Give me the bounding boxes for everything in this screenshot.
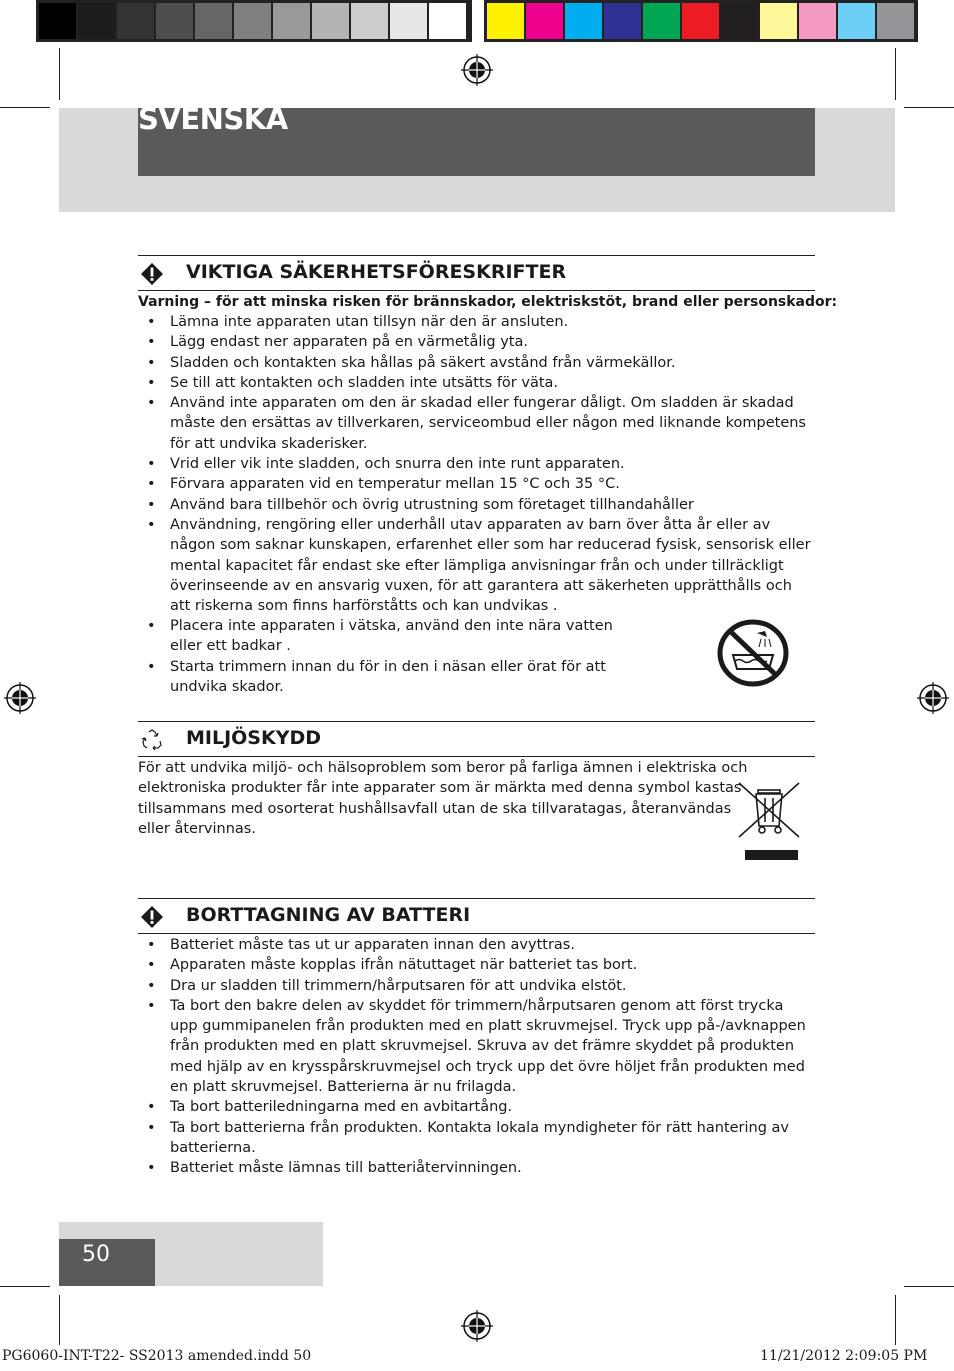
registration-mark-icon bbox=[461, 1310, 493, 1342]
list-item: • Se till att kontakten och sladden inte utsätts för väta. bbox=[138, 373, 814, 393]
list-item: • Sladden och kontakten ska hållas på säkert avstånd från värmekällor. bbox=[138, 353, 814, 373]
list-item: • Lägg endast ner apparaten på en värmetålig yta. bbox=[138, 332, 814, 352]
list-item: • Vrid eller vik inte sladden, och snurra den inte runt apparaten. bbox=[138, 454, 814, 474]
list-item: • Ta bort den bakre delen av skyddet för trimmern/hårputsaren genom att först trycka upp gummipanelen från produkten med en platt skruvmejsel. Tryck upp på-/avknappen från produkten med en platt skruvmejsel. Skruva av det främre skyddet på produkten med hjälp av en krysspårskruvmejsel och tryck upp det övre höljet från produkten med en platt skruvmejsel. Batterierna är nu frilagda. bbox=[138, 996, 814, 1097]
color-swatch bbox=[877, 3, 914, 39]
crop-mark bbox=[59, 48, 60, 100]
list-item: • Användning, rengöring eller underhåll utav apparaten av barn över åtta år eller av någon som saknar kunskapen, erfarenhet eller som har reducerad fysisk, sensorisk eller mental kapacitet får endast ske efter lämpliga anvisningar från och under tillräckligt överinseende av en ansvarig vuxen, för att garantera att säkerheten upprätthålls och att riskerna som finns harförståtts och kan undvikas . bbox=[138, 515, 814, 616]
crop-mark bbox=[904, 1286, 954, 1287]
color-swatch bbox=[760, 3, 797, 39]
warning-icon bbox=[140, 905, 164, 929]
list-item: • Batteriet måste tas ut ur apparaten innan den avyttras. bbox=[138, 935, 814, 955]
warning-icon bbox=[140, 262, 164, 286]
slug-timestamp: 11/21/2012 2:09:05 PM bbox=[760, 1348, 928, 1364]
safety-title: VIKTIGA SÄKERHETSFÖRESKRIFTER bbox=[186, 261, 567, 283]
color-swatch bbox=[78, 3, 115, 39]
list-item: • Dra ur sladden till trimmern/hårputsaren för att undvika elstöt. bbox=[138, 976, 814, 996]
safety-warning: Varning – för att minska risken för brännskador, elektriskstöt, brand eller personskador: bbox=[138, 294, 838, 310]
color-swatch bbox=[156, 3, 193, 39]
list-item: • Förvara apparaten vid en temperatur mellan 15 °C och 35 °C. bbox=[138, 474, 814, 494]
color-swatch bbox=[838, 3, 875, 39]
color-swatch bbox=[604, 3, 641, 39]
registration-mark-icon bbox=[917, 682, 949, 714]
safety-list-short bbox=[138, 616, 638, 697]
list-item: • Använd bara tillbehör och övrig utrustning som företaget tillhandahåller bbox=[138, 495, 814, 515]
environment-heading bbox=[138, 721, 815, 757]
environment-title: MILJÖSKYDD bbox=[186, 727, 322, 749]
page-number: 50 bbox=[82, 1242, 110, 1267]
color-swatch bbox=[799, 3, 836, 39]
color-swatch bbox=[643, 3, 680, 39]
recycle-icon bbox=[140, 728, 164, 752]
color-swatch bbox=[195, 3, 232, 39]
color-swatch bbox=[487, 3, 524, 39]
battery-list bbox=[138, 935, 814, 1179]
battery-heading bbox=[138, 898, 815, 934]
environment-text: För att undvika miljö- och hälsoproblem som beror på farliga ämnen i elektriska och elektroniska produkter får inte apparater som är märkta med denna symbol kastas tillsammans med osorterat hushållsavfall utan de ska tillvaratagas, återanvändas eller återvinnas. bbox=[138, 760, 748, 837]
battery-title: BORTTAGNING AV BATTERI bbox=[186, 904, 471, 926]
crop-mark bbox=[0, 107, 50, 108]
color-swatch bbox=[351, 3, 388, 39]
safety-heading bbox=[138, 255, 815, 291]
crossed-bin-icon bbox=[736, 780, 804, 862]
list-item: • Använd inte apparaten om den är skadad eller fungerar dåligt. Om sladden är skadad måste den ersättas av tillverkaren, serviceombud eller någon med liknande kompetens för att undvika skaderisker. bbox=[138, 393, 814, 454]
slug-filename: PG6060-INT-T22- SS2013 amended.indd 50 bbox=[2, 1348, 312, 1364]
color-swatch bbox=[429, 3, 466, 39]
color-swatch bbox=[390, 3, 427, 39]
list-item: • Starta trimmern innan du för in den i näsan eller örat för att undvika skador. bbox=[138, 657, 638, 698]
registration-mark-icon bbox=[4, 682, 36, 714]
crop-mark bbox=[59, 1295, 60, 1345]
process-color-bar bbox=[484, 0, 918, 42]
safety-list bbox=[138, 312, 814, 616]
registration-mark-icon bbox=[461, 54, 493, 86]
list-item: • Apparaten måste kopplas ifrån nätuttaget när batteriet tas bort. bbox=[138, 955, 814, 975]
crop-mark bbox=[895, 48, 896, 100]
page-title: SVENSKA bbox=[138, 102, 288, 136]
list-item: • Placera inte apparaten i vätska, använd den inte nära vatten eller ett badkar . bbox=[138, 616, 638, 657]
crop-mark bbox=[904, 107, 954, 108]
color-swatch bbox=[234, 3, 271, 39]
list-item: • Lämna inte apparaten utan tillsyn när den är ansluten. bbox=[138, 312, 814, 332]
color-swatch bbox=[565, 3, 602, 39]
color-swatch bbox=[721, 3, 758, 39]
crop-mark bbox=[895, 1295, 896, 1345]
color-swatch bbox=[526, 3, 563, 39]
color-swatch bbox=[682, 3, 719, 39]
color-swatch bbox=[117, 3, 154, 39]
list-item: • Ta bort batterierna från produkten. Kontakta lokala myndigheter för rätt hantering av batterierna. bbox=[138, 1118, 814, 1159]
gray-color-bar bbox=[36, 0, 472, 42]
list-item: • Batteriet måste lämnas till batteriåtervinningen. bbox=[138, 1158, 814, 1178]
crop-mark bbox=[0, 1286, 50, 1287]
color-swatch bbox=[273, 3, 310, 39]
list-item: • Ta bort batteriledningarna med en avbitartång. bbox=[138, 1097, 814, 1117]
color-swatch bbox=[312, 3, 349, 39]
no-bath-icon bbox=[717, 619, 789, 687]
color-swatch bbox=[39, 3, 76, 39]
